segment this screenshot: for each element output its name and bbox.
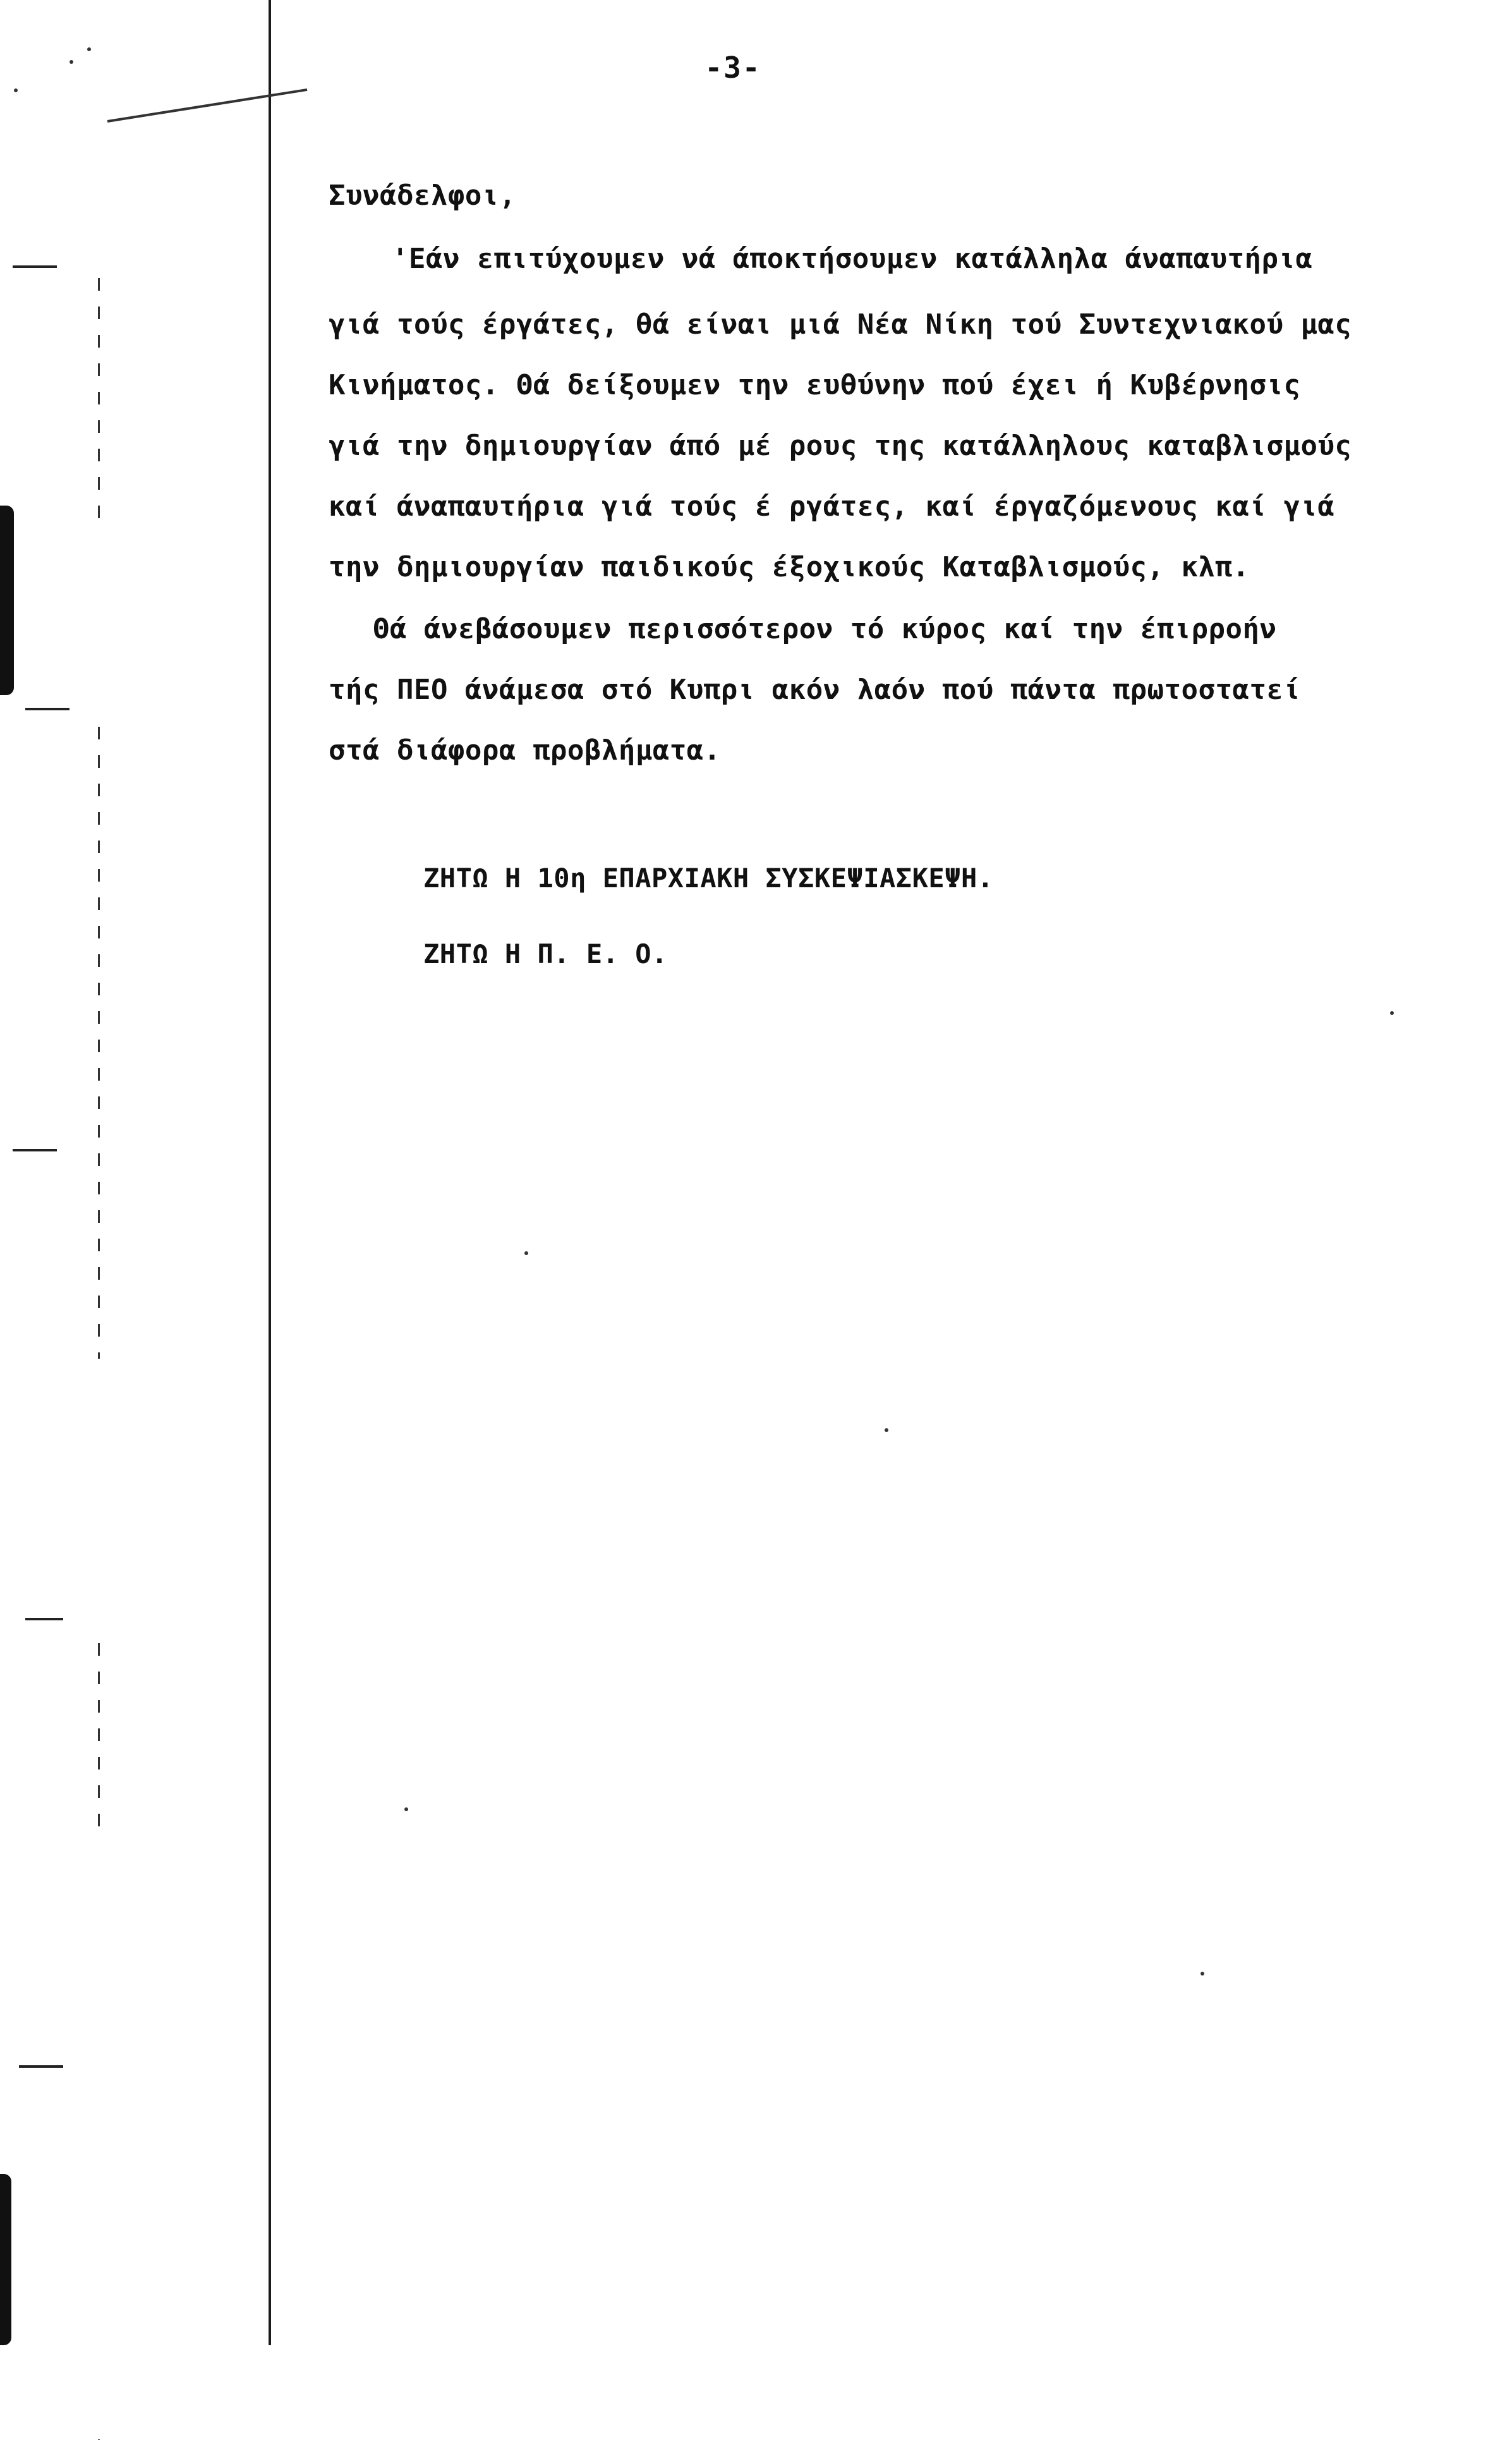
body-line: γιά τούς έργάτες, θά είναι μιά Νέα Νίκη τού Συντεχνιακού μας: [329, 308, 1352, 341]
punch-dash-column: [98, 278, 100, 531]
punch-mark: [25, 708, 70, 710]
punch-mark: [25, 1618, 63, 1620]
scan-speck: [524, 1251, 528, 1255]
body-line: Κινήματος. Θά δείξουμεν την ευθύνην πού έχει ή Κυβέρνησις: [329, 369, 1301, 401]
page-number: -3-: [705, 51, 761, 85]
punch-dash-column: [98, 1643, 100, 1833]
binding-edge-mark: [0, 506, 14, 695]
punch-mark: [13, 1149, 57, 1151]
body-line: τής ΠΕΟ άνάμεσα στό Κυπρι ακόν λαόν πού πάντα πρωτοστατεί: [329, 674, 1301, 706]
slogan-line: ΖΗΤΩ Η 10η ΕΠΑΡΧΙΑΚΗ ΣΥΣΚΕΨΙΑΣΚΕΨΗ.: [423, 863, 994, 894]
scan-speck: [1201, 1972, 1204, 1976]
body-line: στά διάφορα προβλήματα.: [329, 734, 721, 767]
body-line: γιά την δημιουργίαν άπό μέ ρους της κατάλληλους καταβλισμούς: [329, 430, 1352, 462]
scan-speck: [1390, 1011, 1394, 1015]
binding-edge-mark-lower: [0, 2174, 11, 2345]
margin-line: [269, 0, 271, 2345]
body-line: Θά άνεβάσουμεν περισσότερον τό κύρος καί την έπιρροήν: [373, 613, 1277, 645]
scan-speck: [404, 1807, 408, 1811]
punch-dash-column: [98, 727, 100, 1359]
body-line: καί άναπαυτήρια γιά τούς έ ργάτες, καί έργαζόμενους καί γιά: [329, 490, 1335, 523]
slogan-line: ΖΗΤΩ Η Π. Ε. Ο.: [423, 938, 668, 969]
punch-mark: [13, 265, 57, 268]
scan-speck: [14, 88, 18, 92]
punch-mark: [19, 2065, 63, 2068]
pen-stroke-mark: [107, 88, 308, 123]
scan-speck: [70, 60, 73, 64]
body-line: την δημιουργίαν παιδικούς έξοχικούς Καταβλισμούς, κλπ.: [329, 551, 1250, 583]
scan-speck: [885, 1428, 888, 1432]
scan-speck: [87, 47, 91, 51]
salutation: Συνάδελφοι,: [329, 179, 516, 212]
body-line: 'Εάν επιτύχουμεν νά άποκτήσουμεν κατάλληλα άναπαυτήρια: [392, 243, 1313, 275]
